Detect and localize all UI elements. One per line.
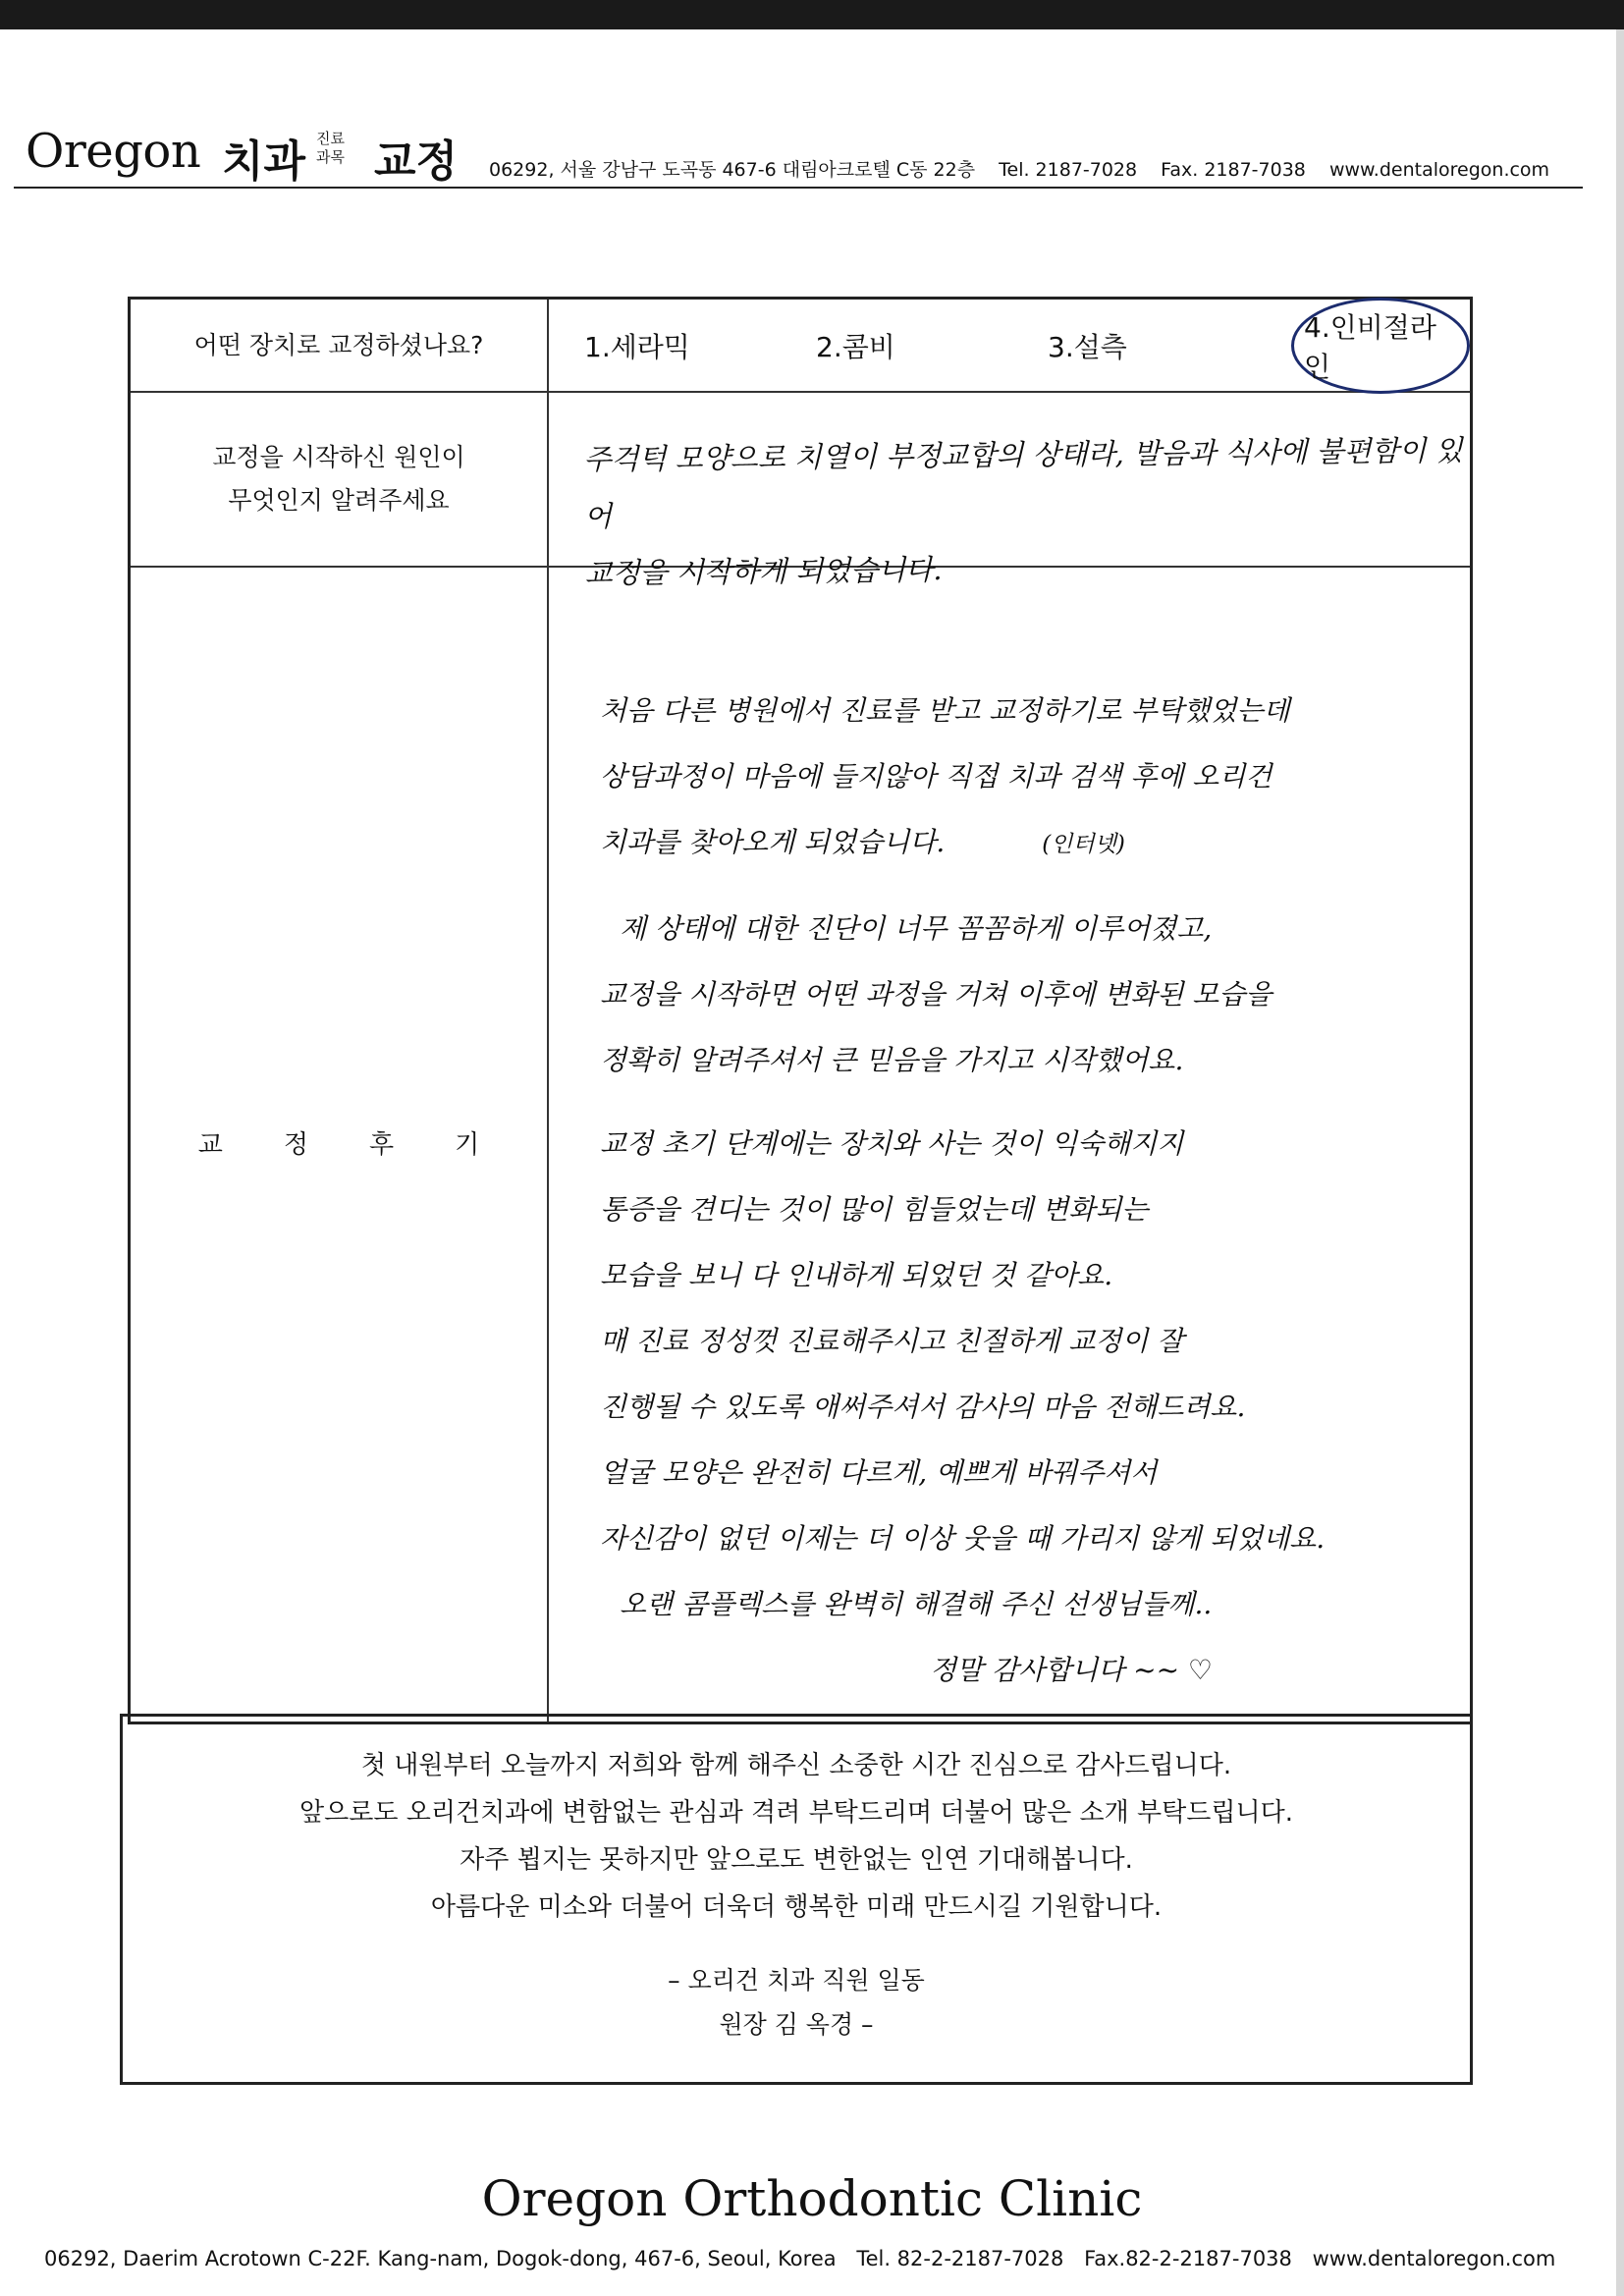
review-line: 얼굴 모양은 완전히 다르게, 예쁘게 바꿔주셔서 [600,1456,1158,1489]
footer-clinic-name: Oregon Orthodontic Clinic [481,2170,1143,2227]
review-line: 처음 다른 병원에서 진료를 받고 교정하기로 부탁했었는데 [600,694,1290,727]
survey-row-reason [131,393,1470,590]
option-lingual: 3.설측 [1048,330,1127,363]
review-line: 정확히 알려주셔서 큰 믿음을 가지고 시작했어요. [600,1044,1184,1076]
signature-staff: – 오리건 치과 직원 일동 [668,1966,925,1995]
thanks-line: 자주 뵙지는 못하지만 앞으로도 변한없는 인연 기대해봅니다. [460,1845,1133,1875]
survey-table [128,297,1473,1724]
survey-row-appliance [131,300,1470,393]
brand-name-ko: 치과 [222,137,306,187]
clinic-website: www.dentaloregon.com [1328,159,1550,181]
review-line: 진행될 수 있도록 애써주셔서 감사의 마음 전해드려요. [600,1391,1246,1423]
clinic-address: 06292, 서울 강남구 도곡동 467-6 대림아크로텔 C동 22층 [489,159,976,181]
question-review [131,568,549,1722]
answer-reason [549,393,1470,590]
review-signoff: 정말 감사합니다 ~~ ♡ [929,1654,1214,1686]
reason-line2: 교정을 시작하게 되었습니다. [584,553,943,590]
answer-review [549,568,1470,1722]
option-ceramic: 1.세라믹 [584,330,690,363]
review-line [600,809,1464,878]
review-note: (인터넷) [1042,832,1125,857]
review-line: 모습을 보니 다 인내하게 되었던 것 같아요. [600,1259,1113,1291]
scan-top-edge [0,0,1624,29]
clinic-tel: Tel. 2187-7028 [999,159,1138,181]
question-reason [131,393,549,566]
review-line [600,743,1464,809]
footer-contact [44,2247,1569,2270]
option-combi: 2.콤비 [816,330,895,363]
letterhead [18,116,1581,187]
question-reason-line1: 교정을 시작하신 원인이 [212,443,465,471]
signature-director: 원장 김 옥경 – [719,2010,874,2039]
review-line: 제 상태에 대한 진단이 너무 꼼꼼하게 이루어졌고, [620,912,1213,945]
review-line: 교정 초기 단계에는 장치와 사는 것이 익숙해지지 [600,1127,1184,1160]
dept-label-line2: 과목 [316,148,345,166]
question-appliance: 어떤 장치로 교정하셨나요? [131,300,549,391]
brand-name: Oregon [26,124,201,179]
review-line: 오랜 콤플렉스를 완벽히 해결해 주신 선생님들께.. [620,1588,1213,1620]
thanks-line: 앞으로도 오리건치과에 변함없는 관심과 격려 부탁드리며 더불어 많은 소개 부탁드립니다. [299,1798,1293,1828]
survey-row-review [131,568,1470,1722]
contact-line [489,155,1567,182]
clinic-fax: Fax. 2187-7038 [1161,159,1306,181]
appliance-options [549,300,1470,391]
thank-you-box [120,1714,1473,2085]
header-divider [14,187,1583,189]
option-invisalign-circled: 4.인비절라인 [1291,298,1470,394]
thanks-line: 첫 내원부터 오늘까지 저희와 함께 해주신 소중한 시간 진심으로 감사드립니다. [360,1751,1232,1780]
question-review-label: 교정후기 [197,1129,541,1160]
dept-label [316,130,345,167]
review-line-text: 상담과정이 마음에 들지않아 직접 치과 검색 후에 오리건 [600,760,1272,793]
footer-address: 06292, Daerim Acrotown C-22F. Kang-nam, Dogok-dong, 467-6, Seoul, Korea [44,2247,837,2270]
review-line-text: 치과를 찾아오게 되었습니다. [600,826,946,858]
thank-you-message [123,1742,1470,1931]
scan-right-edge [1616,29,1624,2296]
review-line: 교정을 시작하면 어떤 과정을 거쳐 이후에 변화된 모습을 [600,978,1272,1011]
question-reason-line2: 무엇인지 알려주세요 [228,486,450,515]
footer-website: www.dentaloregon.com [1312,2247,1556,2270]
footer-tel: Tel. 82-2-2187-7028 [856,2247,1064,2270]
specialty: 교정 [374,137,459,187]
thank-you-signature [123,1958,1470,2047]
dept-label-line1: 진료 [316,130,345,147]
footer-fax: Fax.82-2-2187-7038 [1084,2247,1292,2270]
reason-line1: 주걱턱 모양으로 치열이 부정교합의 상태라, 발음과 식사에 불편함이 있어 [583,433,1463,533]
review-line: 매 진료 정성껏 진료해주시고 친절하게 교정이 잘 [600,1325,1184,1357]
handwritten-review [600,678,1464,1703]
review-line: 통증을 견디는 것이 많이 힘들었는데 변화되는 [600,1193,1149,1226]
thanks-line: 아름다운 미소와 더불어 더욱더 행복한 미래 만드시길 기원합니다. [430,1892,1163,1922]
answer-appliance [549,300,1470,391]
review-line: 자신감이 없던 이제는 더 이상 웃을 때 가리지 않게 되었네요. [600,1522,1326,1555]
